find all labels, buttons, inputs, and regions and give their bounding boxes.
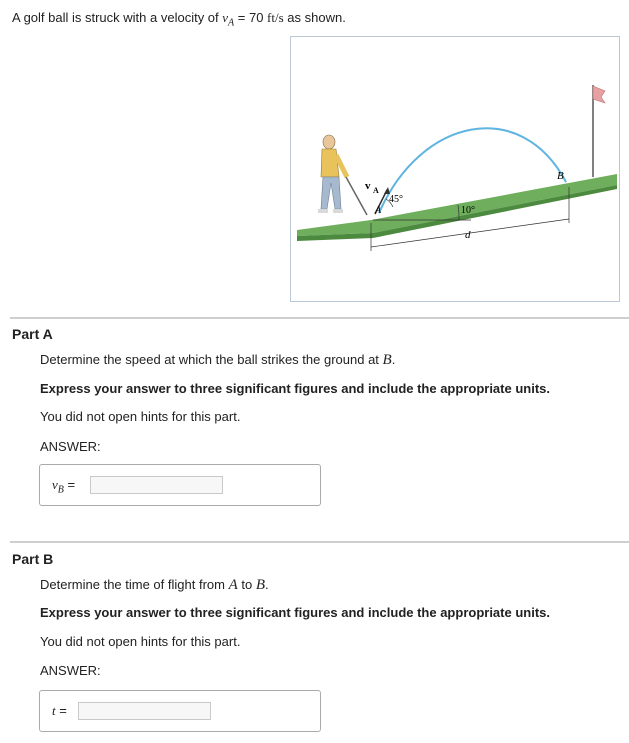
part-a-answer-label: ANSWER: [40, 439, 101, 454]
v-sub: A [373, 186, 379, 195]
intro-unit: ft/s [267, 10, 284, 25]
point-a-label: A [375, 205, 382, 216]
part-a-question: Determine the speed at which the ball strikes the ground at B. [40, 352, 396, 368]
vb-answer-input[interactable] [90, 476, 223, 494]
intro-prefix: A golf ball is struck with a velocity of [12, 10, 223, 25]
intro-suffix: as shown. [283, 10, 346, 25]
figure-box [290, 36, 620, 302]
intro-var: v [222, 10, 229, 25]
divider-a [10, 317, 629, 319]
t-answer-input[interactable] [78, 702, 211, 720]
part-b-question: Determine the time of flight from A to B. [40, 577, 269, 593]
angle-45-label: 45° [389, 194, 403, 205]
v-label: v [365, 180, 371, 192]
d-label: d [465, 229, 471, 241]
part-b-instruction: Express your answer to three significant figures and include the appropriate units. [40, 605, 550, 620]
part-a-title: Part A [12, 326, 53, 342]
golf-diagram [291, 37, 619, 301]
part-b-hints: You did not open hints for this part. [40, 634, 241, 649]
intro-sub: A [228, 17, 235, 29]
angle-10-label: 10° [461, 205, 475, 216]
part-a-answer-box [39, 464, 321, 506]
part-a-hints: You did not open hints for this part. [40, 409, 241, 424]
part-b-answer-box [39, 690, 321, 732]
part-b-title: Part B [12, 551, 54, 567]
golfer-figure [318, 135, 367, 215]
part-b-answer-label: ANSWER: [40, 663, 101, 678]
flag [593, 86, 605, 103]
problem-statement [12, 10, 346, 29]
intro-eq: = 70 [234, 10, 268, 25]
vb-label: $v_B$ = [52, 477, 76, 496]
divider-b [10, 541, 629, 543]
part-a-instruction: Express your answer to three significant figures and include the appropriate units. [40, 381, 550, 396]
t-label: t = [52, 703, 67, 718]
point-b-label: B [557, 170, 564, 182]
